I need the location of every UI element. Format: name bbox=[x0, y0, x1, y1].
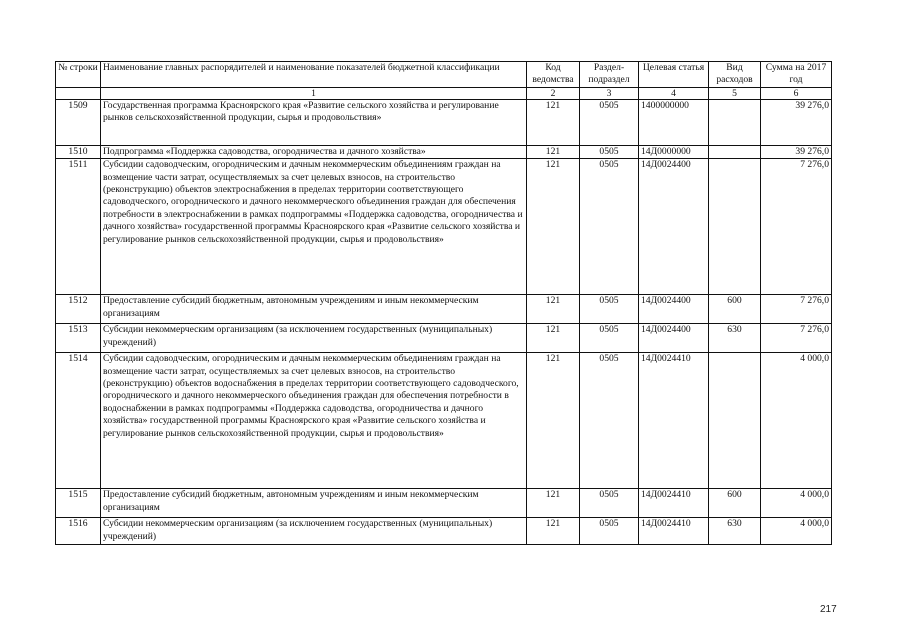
row-name: Предоставление субсидий бюджетным, автономным учреждениям и иным некоммерческим организациям bbox=[101, 489, 527, 518]
row-target-article: 14Д0024400 bbox=[639, 159, 709, 295]
table-row bbox=[56, 353, 832, 489]
row-name: Субсидии некоммерческим организациям (за исключением государственных (муниципальных) учреждений) bbox=[101, 324, 527, 353]
column-index: 5 bbox=[709, 87, 761, 99]
column-index bbox=[56, 87, 101, 99]
row-expense-type bbox=[709, 353, 761, 489]
table-row bbox=[56, 489, 832, 518]
header-section: Раздел-подраздел bbox=[580, 62, 639, 88]
header-sum: Сумма на 2017 год bbox=[761, 62, 832, 88]
row-section: 0505 bbox=[580, 489, 639, 518]
row-department-code: 121 bbox=[527, 489, 580, 518]
row-number: 1510 bbox=[56, 145, 101, 158]
row-number: 1516 bbox=[56, 518, 101, 545]
column-index: 6 bbox=[761, 87, 832, 99]
row-target-article: 14Д0000000 bbox=[639, 145, 709, 158]
row-expense-type: 600 bbox=[709, 489, 761, 518]
row-department-code: 121 bbox=[527, 353, 580, 489]
row-number: 1512 bbox=[56, 295, 101, 324]
row-target-article: 14Д0024400 bbox=[639, 324, 709, 353]
row-number: 1513 bbox=[56, 324, 101, 353]
row-target-article: 14Д0024400 bbox=[639, 295, 709, 324]
row-number: 1514 bbox=[56, 353, 101, 489]
row-department-code: 121 bbox=[527, 145, 580, 158]
row-sum: 4 000,0 bbox=[761, 489, 832, 518]
row-department-code: 121 bbox=[527, 295, 580, 324]
row-name: Субсидии садоводческим, огородническим и дачным некоммерческим объединениям граждан на возмещение части затрат, осуществляемых за счет целевых взносов, на строительство (реконструкцию) объектов электроснабжения в пределах территории соответствующего садоводческого, огороднического и дачного некоммерческого объединения граждан для обеспечения потребности в электроснабжении в рамках подпрограммы «Поддержка садоводства, огородничества и дачного хозяйства» государственной программы Красноярского края «Развитие сельского хозяйства и регулирование рынков сельскохозяйственной продукции, сырья и продовольствия» bbox=[101, 159, 527, 295]
column-index: 2 bbox=[527, 87, 580, 99]
row-sum: 7 276,0 bbox=[761, 295, 832, 324]
table-row bbox=[56, 99, 832, 145]
row-name: Подпрограмма «Поддержка садоводства, огородничества и дачного хозяйства» bbox=[101, 145, 527, 158]
table-row bbox=[56, 518, 832, 545]
row-section: 0505 bbox=[580, 159, 639, 295]
row-sum: 4 000,0 bbox=[761, 518, 832, 545]
row-sum: 7 276,0 bbox=[761, 159, 832, 295]
row-section: 0505 bbox=[580, 353, 639, 489]
row-department-code: 121 bbox=[527, 518, 580, 545]
row-expense-type: 630 bbox=[709, 518, 761, 545]
table-row bbox=[56, 145, 832, 158]
row-department-code: 121 bbox=[527, 324, 580, 353]
row-target-article: 14Д0024410 bbox=[639, 353, 709, 489]
row-department-code: 121 bbox=[527, 99, 580, 145]
row-number: 1509 bbox=[56, 99, 101, 145]
row-number: 1515 bbox=[56, 489, 101, 518]
page-number: 217 bbox=[820, 604, 837, 615]
row-expense-type: 630 bbox=[709, 324, 761, 353]
row-expense-type bbox=[709, 159, 761, 295]
column-index: 4 bbox=[639, 87, 709, 99]
row-name: Государственная программа Красноярского края «Развитие сельского хозяйства и регулирование рынков сельскохозяйственной продукции, сырья и продовольствия» bbox=[101, 99, 527, 145]
row-target-article: 14Д0024410 bbox=[639, 518, 709, 545]
row-expense-type: 600 bbox=[709, 295, 761, 324]
row-name: Предоставление субсидий бюджетным, автономным учреждениям и иным некоммерческим организациям bbox=[101, 295, 527, 324]
header-name: Наименование главных распорядителей и наименование показателей бюджетной классификации bbox=[101, 62, 527, 88]
row-sum: 39 276,0 bbox=[761, 145, 832, 158]
row-target-article: 14Д0024410 bbox=[639, 489, 709, 518]
budget-table bbox=[55, 61, 832, 545]
column-index-row bbox=[56, 87, 832, 99]
row-section: 0505 bbox=[580, 518, 639, 545]
table-row bbox=[56, 295, 832, 324]
column-index: 3 bbox=[580, 87, 639, 99]
row-expense-type bbox=[709, 145, 761, 158]
table-row bbox=[56, 159, 832, 295]
row-expense-type bbox=[709, 99, 761, 145]
row-section: 0505 bbox=[580, 99, 639, 145]
header-department-code: Код ведомства bbox=[527, 62, 580, 88]
row-section: 0505 bbox=[580, 295, 639, 324]
row-department-code: 121 bbox=[527, 159, 580, 295]
row-number: 1511 bbox=[56, 159, 101, 295]
column-index: 1 bbox=[101, 87, 527, 99]
header-target-article: Целевая статья bbox=[639, 62, 709, 88]
table-row bbox=[56, 324, 832, 353]
row-section: 0505 bbox=[580, 324, 639, 353]
header-row bbox=[56, 62, 832, 88]
row-target-article: 1400000000 bbox=[639, 99, 709, 145]
row-name: Субсидии некоммерческим организациям (за исключением государственных (муниципальных) учреждений) bbox=[101, 518, 527, 545]
row-sum: 39 276,0 bbox=[761, 99, 832, 145]
row-section: 0505 bbox=[580, 145, 639, 158]
row-sum: 4 000,0 bbox=[761, 353, 832, 489]
header-expense-type: Вид расходов bbox=[709, 62, 761, 88]
row-name: Субсидии садоводческим, огородническим и дачным некоммерческим объединениям граждан на возмещение части затрат, осуществляемых за счет целевых взносов, на строительство (реконструкцию) объектов водоснабжения в пределах территории соответствующего садоводческого, огороднического и дачного некоммерческого объединения граждан для обеспечения потребности в водоснабжении в рамках подпрограммы «Поддержка садоводства, огородничества и дачного хозяйства» государственной программы Красноярского края «Развитие сельского хозяйства и регулирование рынков сельскохозяйственной продукции, сырья и продовольствия» bbox=[101, 353, 527, 489]
row-sum: 7 276,0 bbox=[761, 324, 832, 353]
header-row-number: № строки bbox=[56, 62, 101, 88]
